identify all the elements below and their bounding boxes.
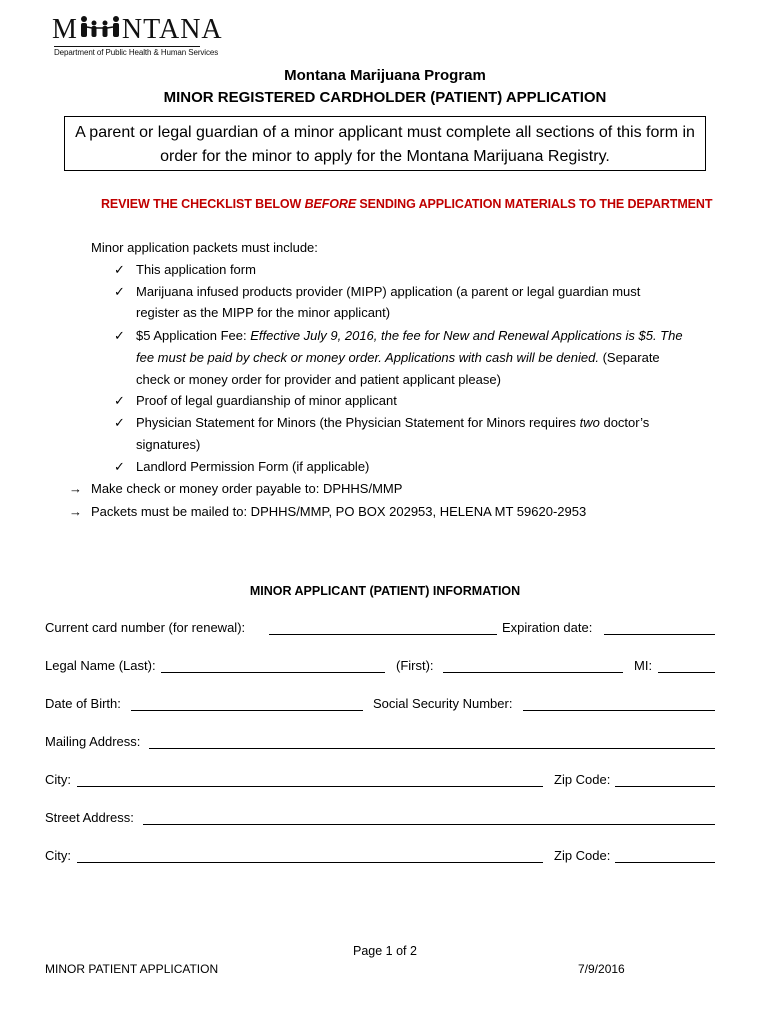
guardian-notice-box	[64, 116, 706, 171]
mailing-address-label: Mailing Address:	[45, 734, 141, 749]
last-name-label: Legal Name (Last):	[45, 658, 156, 673]
checklist-item-mipp-line1: Marijuana infused products provider (MIPP) application (a parent or legal guardian must	[136, 284, 641, 299]
row-street-city-zip	[45, 848, 715, 866]
check-icon: ✓	[114, 415, 125, 430]
card-number-label: Current card number (for renewal):	[45, 620, 246, 635]
row-dob-ssn	[45, 696, 715, 714]
payable-instruction: Make check or money order payable to: DPHHS/MMP	[91, 481, 403, 496]
family-figures-icon	[78, 14, 122, 40]
row-mailing-city-zip	[45, 772, 715, 790]
mailing-instruction: Packets must be mailed to: DPHHS/MMP, PO BOX 202953, HELENA MT 59620-2953	[91, 504, 587, 519]
check-icon: ✓	[114, 393, 125, 408]
arrow-right-icon: →	[69, 481, 82, 496]
street-address-label: Street Address:	[45, 810, 134, 825]
check-icon: ✓	[114, 262, 125, 277]
city-label: City:	[45, 848, 71, 863]
logo-subtitle: Department of Public Health & Human Services	[54, 48, 219, 57]
check-icon: ✓	[114, 459, 125, 474]
checklist-item-fee-line3: check or money order for provider and patient applicant please)	[136, 372, 501, 387]
street-zip-field[interactable]	[615, 862, 715, 863]
checklist-item-mipp-line2: register as the MIPP for the minor applicant)	[136, 305, 391, 320]
expiration-label: Expiration date:	[502, 620, 593, 635]
dob-label: Date of Birth:	[45, 696, 121, 711]
logo-rule	[54, 46, 200, 47]
ssn-label: Social Security Number:	[373, 696, 513, 711]
mailing-city-field[interactable]	[77, 786, 543, 787]
city-label: City:	[45, 772, 71, 787]
last-name-field[interactable]	[161, 672, 385, 673]
mailing-address-field[interactable]	[149, 748, 715, 749]
application-title: MINOR REGISTERED CARDHOLDER (PATIENT) APPLICATION	[163, 89, 607, 106]
first-name-field[interactable]	[443, 672, 623, 673]
review-checklist-heading: REVIEW THE CHECKLIST BELOW BEFORE SENDING APPLICATION MATERIALS TO THE DEPARTMENT	[101, 197, 713, 211]
checklist-item-landlord: Landlord Permission Form (if applicable)	[136, 459, 370, 474]
zip-code-label: Zip Code:	[554, 772, 611, 787]
row-legal-name	[45, 658, 715, 676]
street-city-field[interactable]	[77, 862, 543, 863]
row-street-address	[45, 810, 715, 828]
footer-form-name: MINOR PATIENT APPLICATION	[45, 962, 219, 976]
checklist-intro: Minor application packets must include:	[91, 240, 318, 255]
checklist-item-application-form: This application form	[136, 262, 256, 277]
middle-initial-field[interactable]	[658, 672, 715, 673]
checklist-item-guardianship: Proof of legal guardianship of minor applicant	[136, 393, 397, 408]
ssn-field[interactable]	[523, 710, 715, 711]
notice-line-1: A parent or legal guardian of a minor applicant must complete all sections of this form in	[75, 124, 695, 141]
notice-line-2: order for the minor to apply for the Montana Marijuana Registry.	[160, 148, 610, 165]
expiration-date-field[interactable]	[604, 634, 715, 635]
row-card-number	[45, 620, 715, 638]
checklist-item-physician-line1: Physician Statement for Minors (the Physician Statement for Minors requires two doctor’s	[136, 415, 650, 430]
logo-letter-m: M	[52, 14, 78, 45]
page-number: Page 1 of 2	[353, 944, 417, 958]
checklist-item-fee-line1: $5 Application Fee: Effective July 9, 2016, the fee for New and Renewal Applications is $5. The	[136, 328, 683, 343]
street-address-field[interactable]	[143, 824, 715, 825]
review-emphasis: BEFORE	[304, 197, 357, 211]
zip-code-label: Zip Code:	[554, 848, 611, 863]
card-number-field[interactable]	[269, 634, 497, 635]
date-of-birth-field[interactable]	[131, 710, 363, 711]
mi-label: MI:	[634, 658, 653, 673]
first-name-label: (First):	[396, 658, 434, 673]
checklist-item-physician-line2: signatures)	[136, 437, 201, 452]
checklist-item-fee-line2: fee must be paid by check or money order. Applications with cash will be denied. (Separate	[136, 350, 660, 365]
arrow-right-icon: →	[69, 504, 82, 519]
logo-letters-ntana: NTANA	[121, 14, 223, 45]
row-mailing-address	[45, 734, 715, 752]
check-icon: ✓	[114, 284, 125, 299]
check-icon: ✓	[114, 328, 125, 343]
footer-date: 7/9/2016	[578, 962, 625, 976]
applicant-info-heading: MINOR APPLICANT (PATIENT) INFORMATION	[249, 584, 521, 598]
mailing-zip-field[interactable]	[615, 786, 715, 787]
montana-dphhs-logo	[52, 14, 223, 60]
program-title: Montana Marijuana Program	[284, 67, 486, 84]
